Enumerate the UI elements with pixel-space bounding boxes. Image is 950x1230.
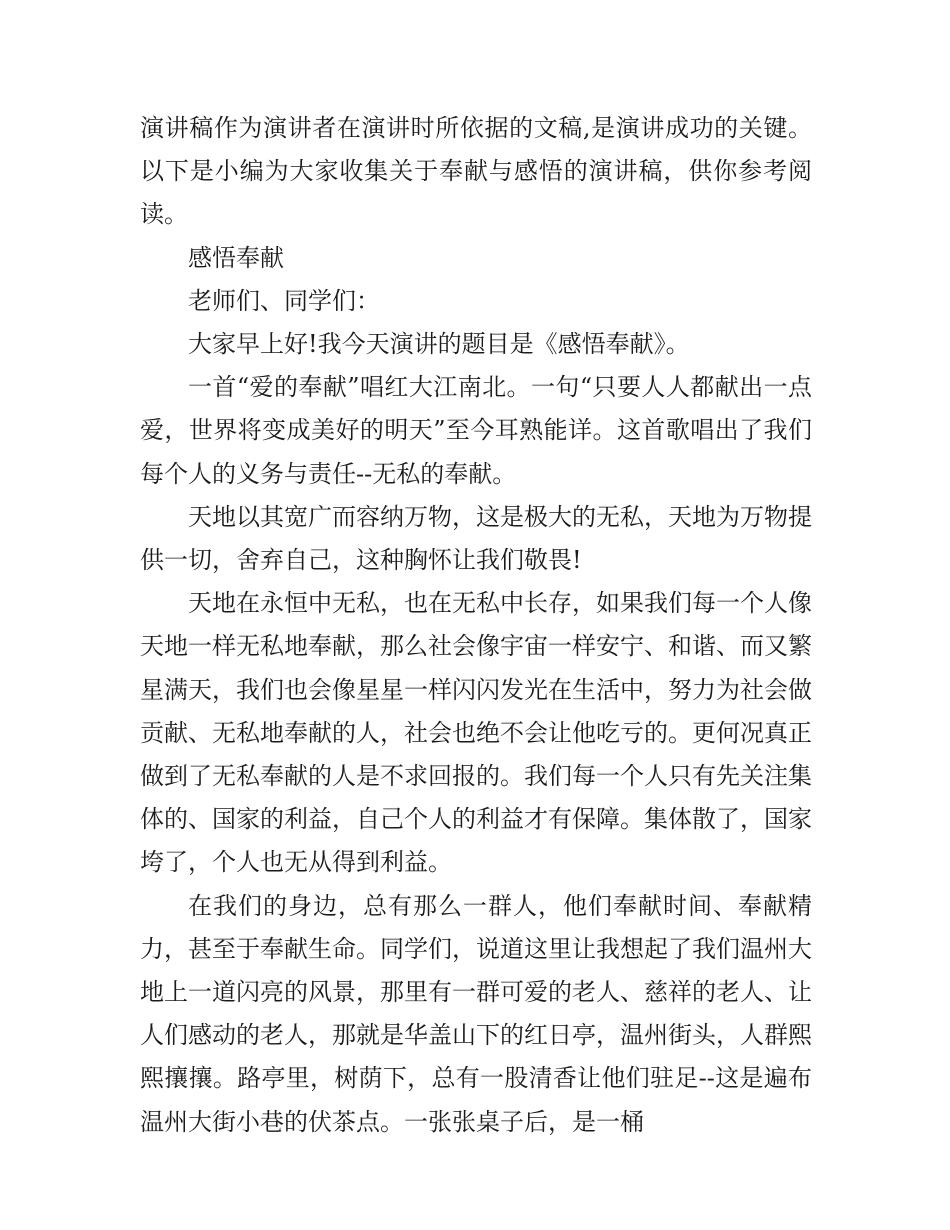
document-body [140,107,812,1144]
greeting-paragraph: 大家早上好!我今天演讲的题目是《感悟奉献》。 [188,330,690,359]
salutation: 老师们、同学们： [188,286,380,315]
body-paragraph: 天地以其宽广而容纳万物，这是极大的无私，天地为万物提供一切，舍弃自己，这种胸怀让我们敬畏! [140,502,812,575]
body-paragraph: 在我们的身边，总有那么一群人，他们奉献时间、奉献精力，甚至于奉献生命。同学们，说道这里让我想起了我们温州大地上一道闪亮的风景，那里有一群可爱的老人、慈祥的老人、让人们感动的老人，那就是华盖山下的红日亭，温州街头，人群熙熙攘攘。路亭里，树荫下，总有一股清香让他们驻足--这是遍布温州大街小巷的伏茶点。一张张桌子后，是一桶 [140,891,812,1136]
body-paragraph: 天地在永恒中无私，也在无私中长存，如果我们每一个人像天地一样无私地奉献，那么社会像宇宙一样安宁、和谐、而又繁星满天，我们也会像星星一样闪闪发光在生活中，努力为社会做贡献、无私地奉献的人，社会也绝不会让他吃亏的。更何况真正做到了无私奉献的人是不求回报的。我们每一个人只有先关注集体的、国家的利益，自己个人的利益才有保障。集体散了，国家垮了，个人也无从得到利益。 [140,589,812,877]
speech-title: 感悟奉献 [188,243,284,272]
body-paragraph: 一首“爱的奉献”唱红大江南北。一句“只要人人都献出一点爱，世界将变成美好的明天”至今耳熟能详。这首歌唱出了我们每个人的义务与责任--无私的奉献。 [140,373,812,488]
intro-paragraph: 演讲稿作为演讲者在演讲时所依据的文稿,是演讲成功的关键。以下是小编为大家收集关于奉献与感悟的演讲稿，供你参考阅读。 [140,114,812,229]
